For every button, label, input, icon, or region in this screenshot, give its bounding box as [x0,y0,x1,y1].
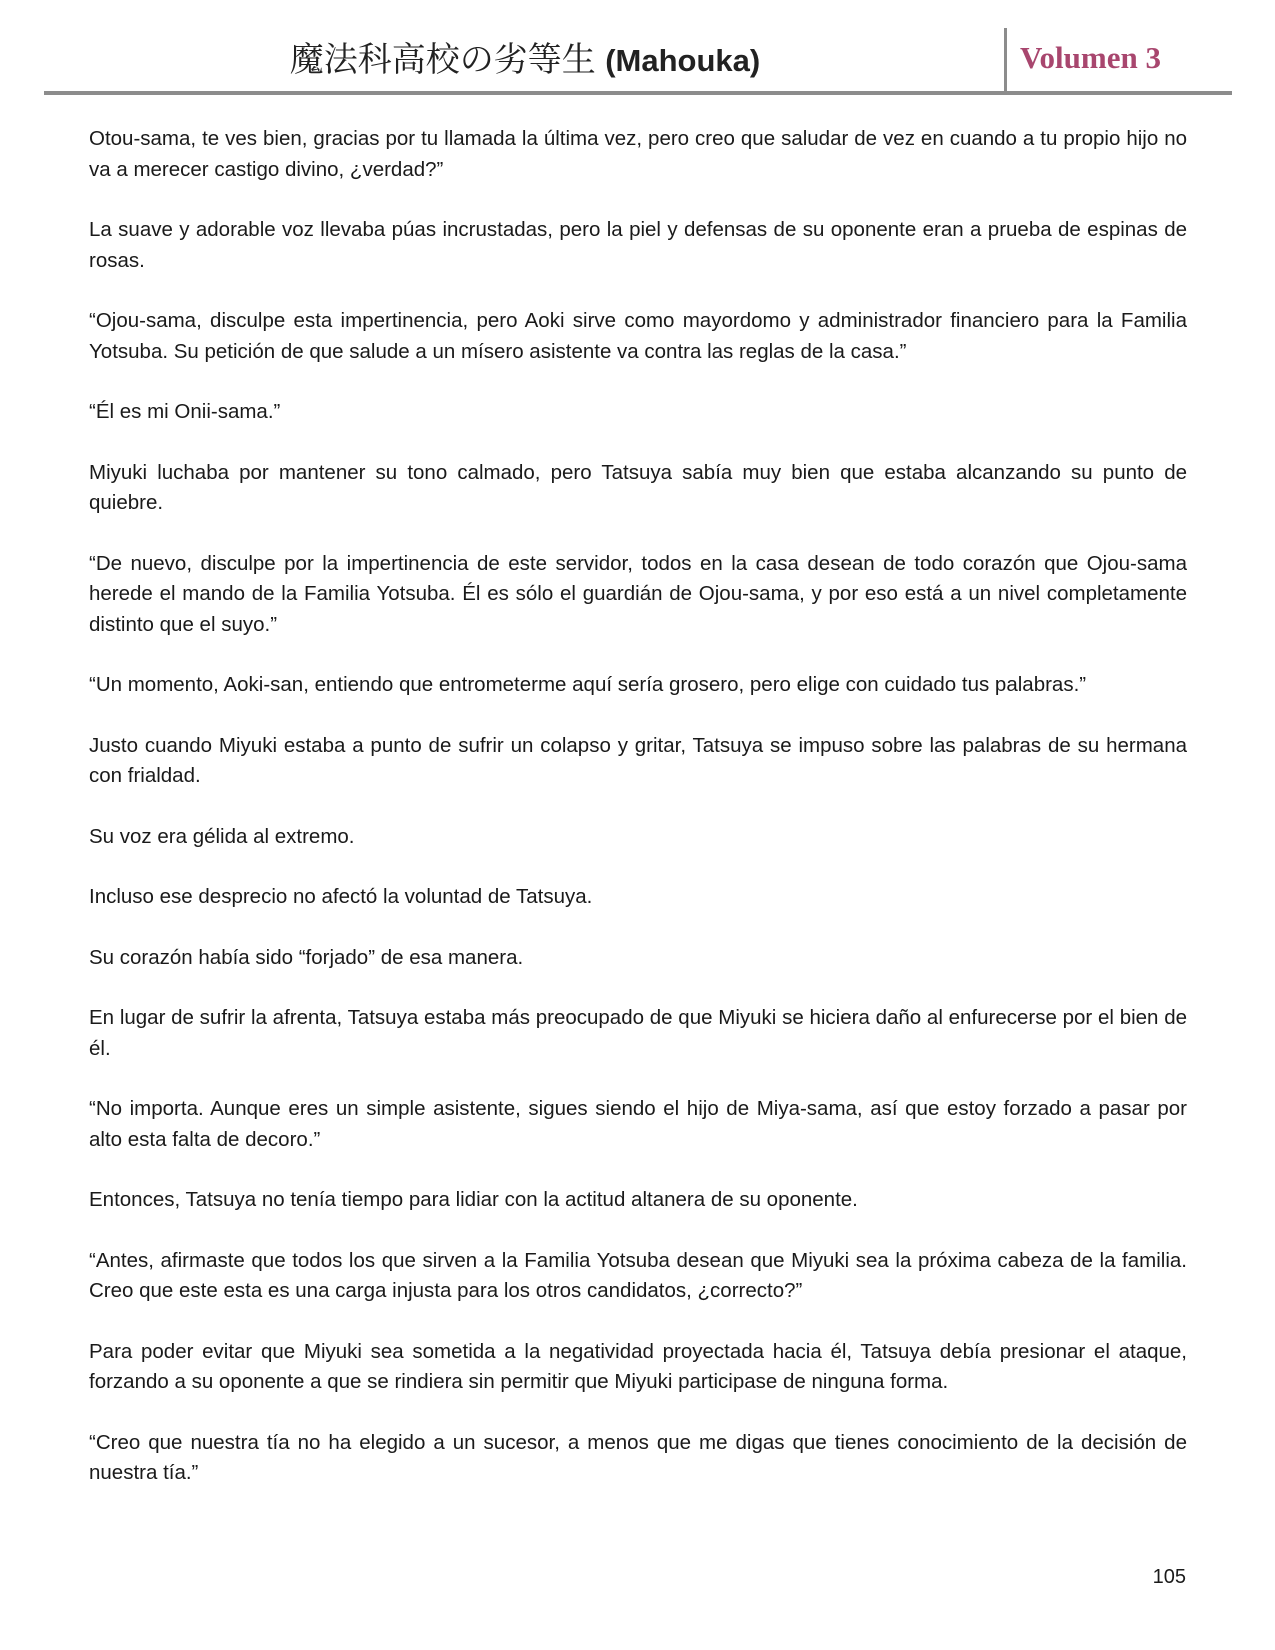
paragraph: En lugar de sufrir la afrenta, Tatsuya estaba más preocupado de que Miyuki se hiciera daño al enfurecerse por el bien de él. [89,1006,1187,1060]
page-body [89,124,1187,1519]
paragraph: “Un momento, Aoki-san, entiendo que entrometerme aquí sería grosero, pero elige con cuidado tus palabras.” [89,673,1087,696]
page-header [44,28,1232,94]
book-title [44,38,1006,83]
paragraph: Su voz era gélida al extremo. [89,824,355,848]
paragraph: “No importa. Aunque eres un simple asistente, sigues siendo el hijo de Miya-sama, así que estoy forzado a pasar por alto esta falta de decoro.” [89,1097,1187,1151]
paragraph: “Él es mi Onii-sama.” [89,400,281,423]
paragraph: Justo cuando Miyuki estaba a punto de sufrir un colapso y gritar, Tatsuya se impuso sobre las palabras de su hermana con frialdad. [89,733,1187,787]
paragraph: “De nuevo, disculpe por la impertinencia de este servidor, todos en la casa desean de todo corazón que Ojou-sama herede el mando de la Familia Yotsuba. Él es sólo el guardián de Ojou-sama, y por eso está a un nivel completamente distinto que el suyo.” [89,551,1187,636]
paragraph: La suave y adorable voz llevaba púas incrustadas, pero la piel y defensas de su oponente eran a prueba de espinas de rosas. [89,218,1187,272]
paragraph: Su corazón había sido “forjado” de esa manera. [89,945,524,969]
header-rule [44,91,1232,95]
book-title-latin: (Mahouka) [605,43,761,78]
paragraph: Otou-sama, te ves bien, gracias por tu llamada la última vez, pero creo que saludar de vez en cuando a tu propio hijo no va a merecer castigo divino, ¿verdad?” [89,127,1187,181]
page-number: 105 [1152,1566,1186,1588]
paragraph: Entonces, Tatsuya no tenía tiempo para lidiar con la actitud altanera de su oponente. [89,1188,858,1211]
paragraph: Incluso ese desprecio no afectó la voluntad de Tatsuya. [89,885,593,908]
volume-label: Volumen 3 [1020,40,1161,75]
paragraph: “Creo que nuestra tía no ha elegido a un sucesor, a menos que me digas que tienes conocimiento de la decisión de nuestra tía.” [89,1430,1187,1484]
paragraph: Para poder evitar que Miyuki sea sometida a la negatividad proyectada hacia él, Tatsuya debía presionar el ataque, forzando a su oponente a que se rindiera sin permitir que Miyuki participase de ninguna forma. [89,1339,1187,1393]
paragraph: “Ojou-sama, disculpe esta impertinencia, pero Aoki sirve como mayordomo y administrador financiero para la Familia Yotsuba. Su petición de que salude a un mísero asistente va contra las reglas de la casa.” [89,309,1187,363]
book-title-kanji: 魔法科高校の劣等生 [289,41,596,79]
paragraph: “Antes, afirmaste que todos los que sirven a la Familia Yotsuba desean que Miyuki sea la próxima cabeza de la familia. Creo que este esta es una carga injusta para los otros candidatos, ¿correcto?” [89,1248,1187,1302]
header-divider [1004,28,1007,92]
paragraph: Miyuki luchaba por mantener su tono calmado, pero Tatsuya sabía muy bien que estaba alcanzando su punto de quiebre. [89,460,1187,514]
